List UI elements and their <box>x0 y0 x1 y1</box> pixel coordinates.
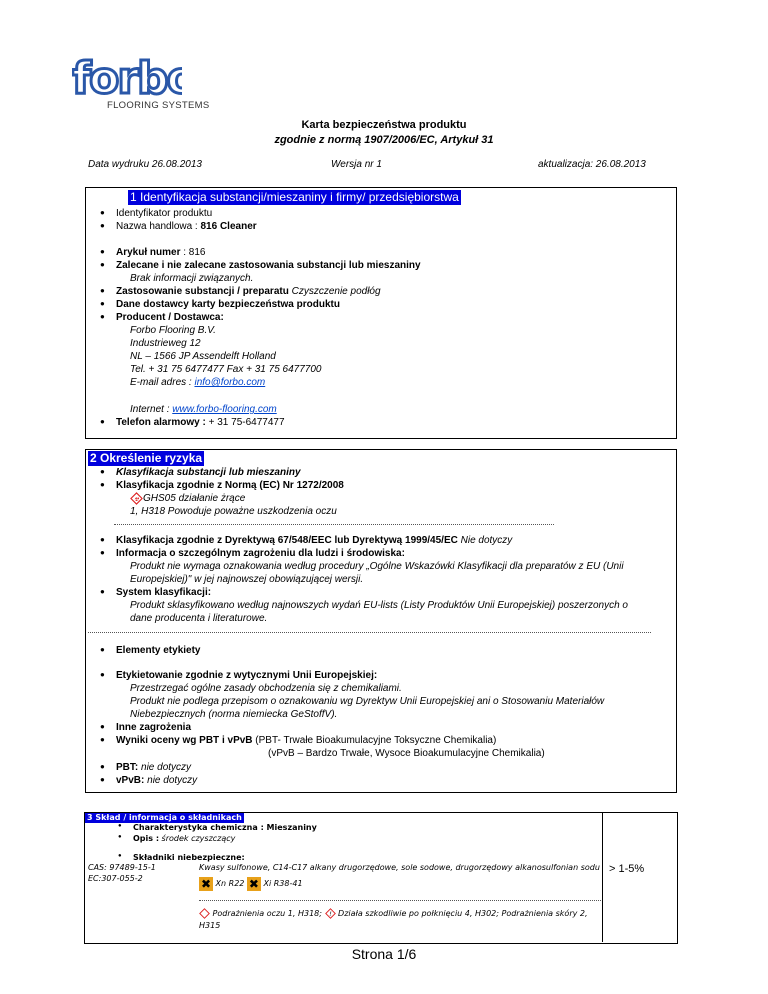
bullet: ● <box>100 286 105 295</box>
divider <box>114 524 554 525</box>
article-number: Arykuł numer : 816 <box>116 247 206 258</box>
eu-labelling: Etykietowanie zgodnie z wytycznymi Unii Europejskiej: <box>116 670 378 681</box>
divider <box>88 632 651 633</box>
recommended-uses: Zalecane i nie zalecane zastosowania substancji lub mieszaniny <box>116 260 421 271</box>
title-line: Karta bezpieczeństwa produktu <box>301 119 467 131</box>
eu-text: Przestrzegać ogólne zasady obchodzenia się z chemikaliami. <box>130 683 402 694</box>
ghs05-line: ☢ GHS05 działanie żrące <box>130 492 245 505</box>
bullet: ● <box>100 775 105 784</box>
divider <box>199 900 601 901</box>
logo-subtitle: FLOORING SYSTEMS <box>107 100 210 111</box>
emergency-phone: Telefon alarmowy : + 31 75-6477477 <box>116 417 285 428</box>
cas-number: CAS: 97489-15-1 <box>88 863 156 872</box>
bullet: ● <box>100 645 105 654</box>
company-city: NL – 1566 JP Assendelft Holland <box>130 351 276 362</box>
update-date: aktualizacja: 26.08.2013 <box>538 159 646 170</box>
corrosion-icon <box>199 908 210 919</box>
harmful-icon: ✖ <box>200 876 212 891</box>
producer-label: Producent / Dostawca: <box>116 312 224 323</box>
title-subline: zgodnie z normą 1907/2006/EC, Artykuł 31 <box>274 134 494 146</box>
section-2-title: 2 Określenie ryzyka <box>90 451 203 465</box>
exclamation-icon <box>325 908 336 919</box>
vpvb-description: (vPvB – Bardzo Trwałe, Wysoce Bioakumulacyjne Chemikalia) <box>268 748 545 759</box>
company-phone: Tel. + 31 75 6477477 Fax + 31 75 6477700 <box>130 364 322 375</box>
special-hazard-text: Europejskiej)" w jej najnowszej obowiązującej wersji. <box>130 574 364 585</box>
bullet: ● <box>100 735 105 744</box>
chemical-characteristics: Charakterystyka chemiczna : Mieszaniny <box>133 823 317 832</box>
eu-text: Produkt nie podlega przepisom o oznakowaniu wg Dyrektyw Unii Europejskiej ani o Stosowaniu Materiałów <box>130 696 605 707</box>
section-1-title: 1 Identyfikacja substancji/mieszaniny i firmy/ przedsiębiorstwa <box>130 190 459 204</box>
special-hazard-text: Produkt nie wymaga oznakowania według procedury „Ogólne Wskazówki Klasyfikacji dla preparatów z EU (Unii <box>130 561 624 572</box>
eu-text: Niebezpiecznych (norma niemiecka GeStoffV). <box>130 709 338 720</box>
system-text: Produkt sklasyfikowano według najnowszych wydań EU-lists (Listy Produktów Unii Europejskiej) poszerzonych o <box>130 600 628 611</box>
page-number: Strona 1/6 <box>351 946 417 962</box>
classification-heading: Klasyfikacja substancji lub mieszaniny <box>116 467 301 478</box>
classification-67548: Klasyfikacja zgodnie z Dyrektywą 67/548/EEC lub Dyrektywą 1999/45/EC Nie dotyczy <box>116 535 513 546</box>
pbt-assessment: Wyniki oceny wg PBT i vPvB (PBT- Trwałe Bioakumulacyjne Toksyczne Chemikalia) <box>116 735 497 746</box>
concentration: > 1-5% <box>609 863 645 875</box>
section-3-title: 3 Skład / informacja o składnikach <box>87 813 242 822</box>
substance-name: Kwasy sulfonowe, C14-C17 alkany drugorzędowe, sole sodowe, drugorzędowy alkanosulfonian sodu <box>199 863 600 872</box>
special-hazard: Informacja o szczególnym zagrożeniu dla ludzi i środowiska: <box>116 548 405 559</box>
bullet: ● <box>100 417 105 426</box>
version: Wersja nr 1 <box>331 159 382 170</box>
bullet: ● <box>100 299 105 308</box>
svg-text:forbo: forbo <box>72 55 182 99</box>
company-email: E-mail adres : info@forbo.com <box>130 377 266 388</box>
bullet: ● <box>100 260 105 269</box>
supplier-details: Dane dostawcy karty bezpieczeństwa produktu <box>116 299 340 310</box>
description: Opis : środek czyszczący <box>133 834 236 843</box>
other-hazards: Inne zagrożenia <box>116 722 192 733</box>
uses-note: Brak informacji związanych. <box>130 273 254 284</box>
hazard-statements-cont: H315 <box>199 921 221 930</box>
bullet: ● <box>100 467 105 476</box>
h318-line: 1, H318 Powoduje poważne uszkodzenia oczu <box>130 506 337 517</box>
bullet: ● <box>100 312 105 321</box>
bullet: ● <box>100 670 105 679</box>
email-link[interactable]: info@forbo.com <box>194 377 266 388</box>
bullet: ● <box>118 853 122 859</box>
hazard-symbols: ✖ Xn R22 ✖ Xi R38-41 <box>200 876 303 891</box>
company-internet: Internet : www.forbo-flooring.com <box>130 404 277 415</box>
company-street: Industrieweg 12 <box>130 338 201 349</box>
bullet: ● <box>100 548 105 557</box>
pbt-result: PBT: nie dotyczy <box>116 762 192 773</box>
bullet: ● <box>100 535 105 544</box>
hazard-statements: Podrażnienia oczu 1, H318; ! Działa szkodliwie po połknięciu 4, H302; Podrażnienia skóry 2, <box>199 908 588 919</box>
print-date: Data wydruku 26.08.2013 <box>88 159 202 170</box>
svg-text:!: ! <box>328 910 332 918</box>
bullet: ● <box>100 722 105 731</box>
website-link[interactable]: www.forbo-flooring.com <box>172 404 277 415</box>
bullet: ● <box>100 480 105 489</box>
bullet: ● <box>100 762 105 771</box>
bullet: ● <box>100 247 105 256</box>
classification-1272: Klasyfikacja zgodnie z Normą (EC) Nr 1272/2008 <box>116 480 344 491</box>
document-title <box>0 118 768 148</box>
svg-text:☢: ☢ <box>134 496 139 503</box>
bullet: ● <box>100 208 105 217</box>
trade-name: Nazwa handlowa : 816 Cleaner <box>116 221 257 232</box>
irritant-icon: ✖ <box>248 876 259 891</box>
substance-use: Zastosowanie substancji / preparatu Czyszczenie podłóg <box>116 286 381 297</box>
hazardous-components: Składniki niebezpieczne: <box>133 853 245 862</box>
classification-system: System klasyfikacji: <box>116 587 212 598</box>
product-identifier: Identyfikator produktu <box>116 208 213 219</box>
column-divider <box>602 812 603 942</box>
vpvb-result: vPvB: nie dotyczy <box>116 775 198 786</box>
label-elements: Elementy etykiety <box>116 645 201 656</box>
bullet: ● <box>118 834 122 840</box>
system-text: dane producenta i literaturowe. <box>130 613 268 624</box>
corrosion-icon <box>130 492 143 505</box>
bullet: ● <box>100 587 105 596</box>
bullet: ● <box>100 221 105 230</box>
ec-number: EC:307-055-2 <box>88 874 143 883</box>
forbo-logo <box>72 55 182 99</box>
company-name: Forbo Flooring B.V. <box>130 325 216 336</box>
bullet: ● <box>118 823 122 829</box>
